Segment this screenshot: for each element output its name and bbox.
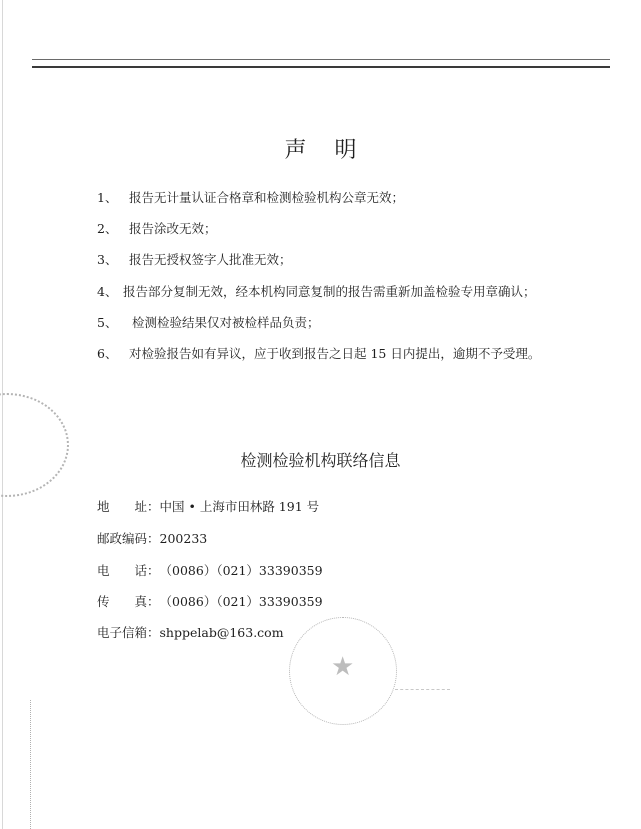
contact-label: 电子信箱： xyxy=(97,625,160,640)
clause-item xyxy=(97,250,292,268)
clause-text: 报告无授权签字人批准无效； xyxy=(129,252,292,267)
contact-value: 中国 • 上海市田林路 191 号 xyxy=(159,499,320,514)
seal-stamp xyxy=(289,617,397,725)
clause-number: 1、 xyxy=(97,190,118,205)
clause-item xyxy=(97,282,536,300)
header-rule-thin xyxy=(32,59,610,60)
contact-label: 邮政编码： xyxy=(97,531,160,546)
contact-section-title: 检测检验机构联络信息 xyxy=(240,451,401,470)
stamp-trail-line xyxy=(395,689,450,690)
clause-number: 4、 xyxy=(97,284,118,299)
contact-label: 地 址： xyxy=(97,499,160,514)
contact-row-postcode xyxy=(97,529,207,547)
clause-text: 报告无计量认证合格章和检测检验机构公章无效； xyxy=(129,190,405,205)
clause-number: 3、 xyxy=(97,252,118,267)
clause-text: 检测检验结果仅对被检样品负责； xyxy=(132,315,320,330)
star-icon: ★ xyxy=(331,652,355,682)
seal-stamp-partial xyxy=(0,393,69,497)
clause-item xyxy=(97,344,540,362)
contact-row-fax xyxy=(97,592,323,610)
contact-row-email xyxy=(97,623,284,641)
contact-row-address xyxy=(97,497,319,515)
contact-value: shppelab@163.com xyxy=(159,625,284,640)
contact-label: 电 话： xyxy=(97,563,160,578)
clause-number: 5、 xyxy=(97,315,118,330)
scan-artifact-line xyxy=(30,700,32,829)
contact-label: 传 真： xyxy=(97,594,160,609)
header-rule-thick xyxy=(32,66,610,68)
clause-number: 2、 xyxy=(97,221,118,236)
page-title: 声明 xyxy=(284,138,385,163)
clause-item xyxy=(97,188,404,206)
clause-text: 对检验报告如有异议，应于收到报告之日起 15 日内提出，逾期不予受理。 xyxy=(129,346,541,361)
clause-text: 报告涂改无效； xyxy=(129,221,217,236)
contact-value: 200233 xyxy=(159,531,208,546)
clause-item xyxy=(97,219,217,237)
clause-number: 6、 xyxy=(97,346,118,361)
contact-row-phone xyxy=(97,561,323,579)
clause-text: 报告部分复制无效，经本机构同意复制的报告需重新加盖检验专用章确认； xyxy=(123,284,536,299)
clause-item xyxy=(97,313,320,331)
contact-value: （0086）（021）33390359 xyxy=(159,594,323,609)
contact-value: （0086）（021）33390359 xyxy=(159,563,323,578)
